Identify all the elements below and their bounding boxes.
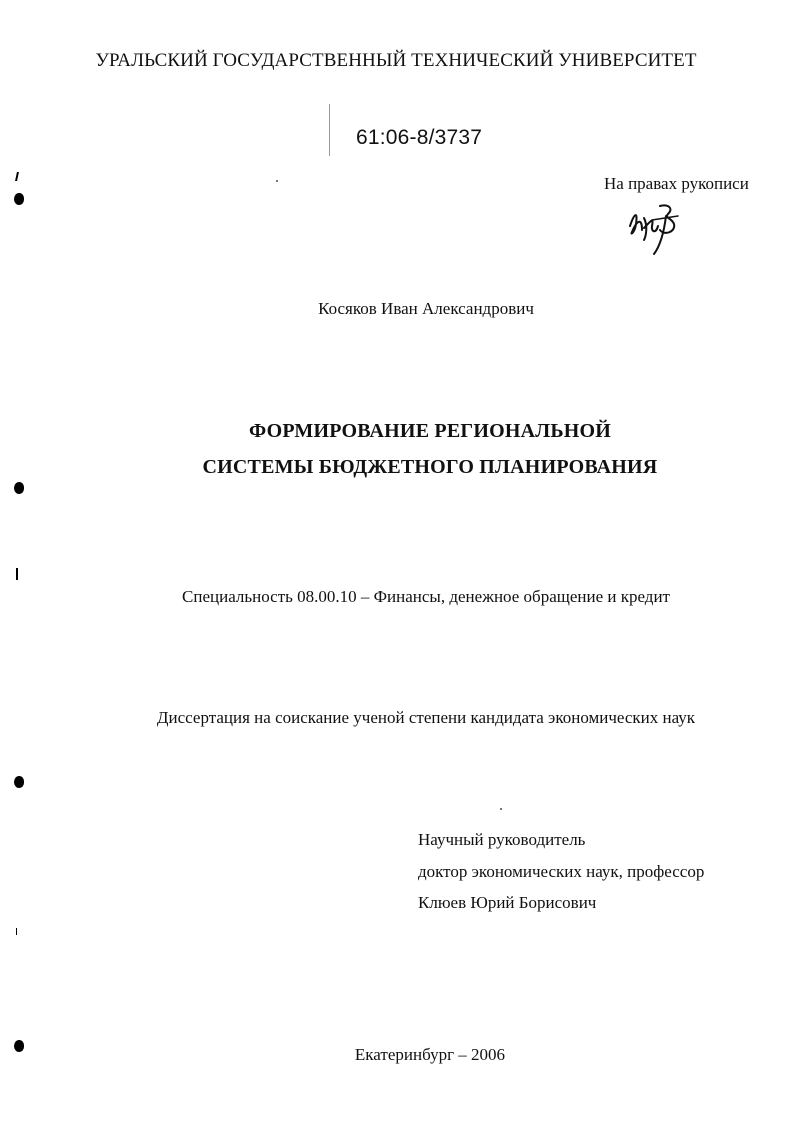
punch-hole-mark	[14, 776, 24, 788]
scan-mark	[16, 928, 17, 935]
scan-mark	[15, 172, 19, 181]
punch-hole-mark	[14, 193, 24, 205]
specialty: Специальность 08.00.10 – Финансы, денежное обращение и кредит	[182, 587, 670, 606]
rights-note: На правах рукописи	[604, 174, 749, 193]
stamp-line	[329, 104, 330, 156]
signature-icon	[624, 196, 684, 260]
supervisor-degree: доктор экономических наук, профессор	[418, 862, 705, 881]
scan-mark	[16, 568, 18, 580]
scan-speck	[500, 808, 502, 810]
university-name: УРАЛЬСКИЙ ГОСУДАРСТВЕННЫЙ ТЕХНИЧЕСКИЙ УНИВЕРСИТЕТ	[95, 50, 697, 71]
punch-hole-mark	[14, 1040, 24, 1052]
thesis-title-line-1: ФОРМИРОВАНИЕ РЕГИОНАЛЬНОЙ	[248, 420, 612, 442]
scan-speck	[276, 180, 278, 182]
author-name: Косяков Иван Александрович	[318, 299, 534, 318]
dissertation-type: Диссертация на соискание ученой степени кандидата экономических наук	[156, 708, 696, 727]
thesis-title-line-2: СИСТЕМЫ БЮДЖЕТНОГО ПЛАНИРОВАНИЯ	[202, 456, 658, 478]
city-year: Екатеринбург – 2006	[354, 1045, 506, 1064]
supervisor-name: Клюев Юрий Борисович	[418, 893, 597, 912]
catalog-number: 61:06-8/3737	[356, 126, 483, 149]
punch-hole-mark	[14, 482, 24, 494]
supervisor-label: Научный руководитель	[418, 830, 586, 849]
